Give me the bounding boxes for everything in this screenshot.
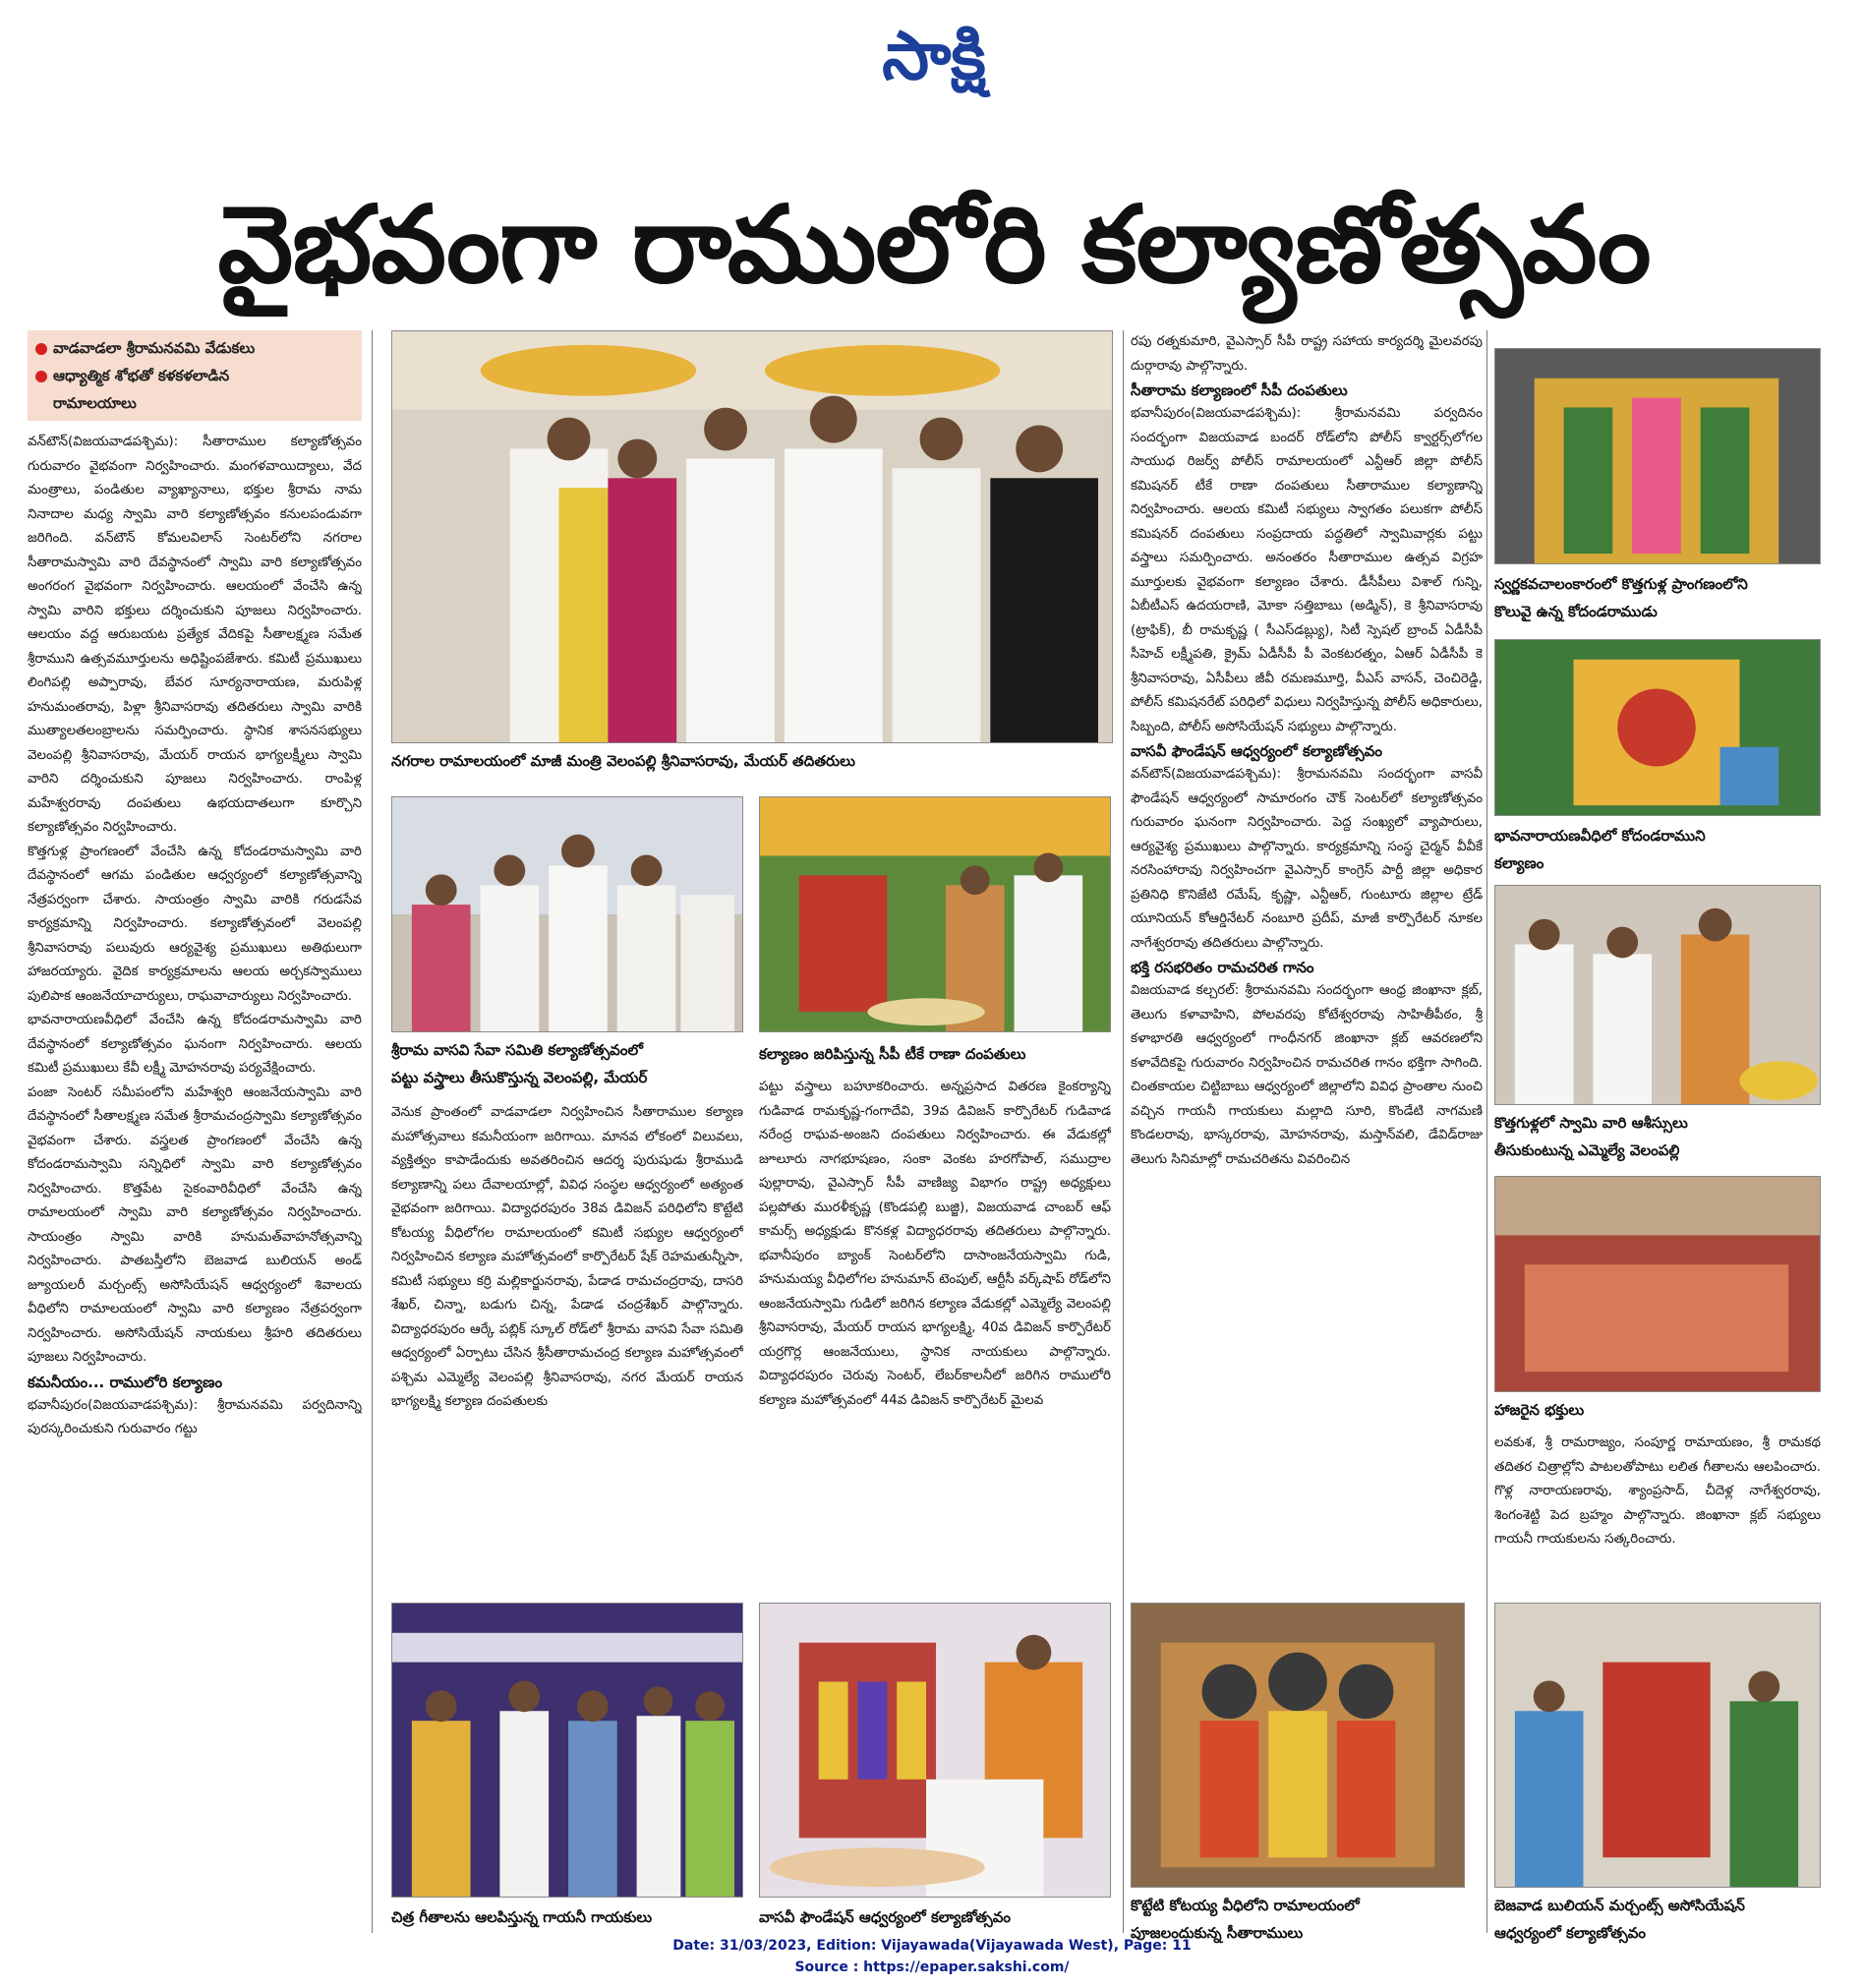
article-column-4 (1494, 1432, 1821, 1579)
subheading: వాసవీ ఫౌండేషన్‌ ఆధ్వర్యంలో కల్యాణోత్సవం (1131, 742, 1382, 760)
subheading: కమనీయం... రాములోరి కల్యాణం (28, 1373, 223, 1391)
article-paragraph: కొత్తగుళ్ల ప్రాంగణంలో వేంచేసి ఉన్న కోదండరామస్వామి వారి దేవస్థానంలో ఆగమ పండితుల ఆధ్వర్యంలో కల్యాణోత్సవాన్ని నేత్రపర్వంగా చేశారు. సాయంత్రం స్వామి వారికి గరుడసేవ కార్యక్రమాన్ని నిర్వహించారు. కల్యాణోత్సవంలో వెలంపల్లి శ్రీనివాసరావు పలువురు ఆర్యవైశ్య ప్రముఖులు అతిథులుగా హాజరయ్యారు. వైదిక కార్యక్రమాలను ఆలయ అర్చకస్వాములు పులిపాక ఆంజనేయాచార్యులు, రాఘవాచార్యులు నిర్వహించారు. (28, 844, 362, 1004)
caption-line: ఆధ్వర్యంలో కల్యాణోత్సవం (1494, 1924, 1647, 1942)
article-paragraph: రపు రత్నకుమారి, వైఎస్సార్‌ సీపీ రాష్ట్ర సహాయ కార్యదర్శి మైలవరపు దుర్గారావు పాల్గొన్నారు. (1131, 334, 1483, 374)
article-paragraph: భవానీపురం(విజయవాడపశ్చిమ): శ్రీరామనవమి పర్వదినాన్ని పురస్కరించుకుని గురువారం గట్టు (28, 1397, 362, 1436)
caption-line: కొట్టేటి కోటయ్య వీధిలోని రామాలయంలో (1131, 1897, 1360, 1914)
caption-vasavi-samiti (391, 1036, 743, 1091)
article-paragraph: పంజా సెంటర్‌ సమీపంలోని మహేశ్వరి ఆంజనేయస్వామి వారి దేవస్థానంలో సీతాలక్ష్మణ సమేత శ్రీరామచంద్రస్వామి కల్యాణోత్సవం వైభవంగా చేశారు. వస్త్రలత ప్రాంగణంలో వేంచేసి ఉన్న కోదండరామస్వామి సన్నిధిలో స్వామి వారి కల్యాణోత్సవం నిర్వహించారు. కొత్తపేట సైకంవారివీధిలో వేంచేసి ఉన్న రామాలయంలో స్వామి వారి కల్యాణోత్సవం నిర్వహించారు. సాయంత్రం స్వామి వారికి హనుమత్‌వాహనోత్సవాన్ని నిర్వహించారు. పాతబస్తీలోని బెజవాడ బులియన్‌ అండ్‌ జ్యూయలరీ మర్చంట్స్‌ అసోసియేషన్‌ ఆధ్వర్యంలో శివాలయ వీధిలోని రామాలయంలో స్వామి వారి కల్యాణం నేత్రపర్వంగా నిర్వహించారు. అసోసియేషన్‌ నాయకులు శ్రీహరి తదితరులు పూజలు నిర్వహించారు. (28, 1084, 362, 1365)
caption-line: తీసుకుంటున్న ఎమ్మెల్యే వెలంపల్లి (1494, 1141, 1680, 1159)
photo-kodandarama-gold (1494, 348, 1821, 564)
highlights-box (28, 330, 362, 421)
subheading: భక్తి రసభరితం రామచరిత గానం (1131, 959, 1314, 976)
article-paragraph: వన్‌టౌన్‌(విజయవాడపశ్చిమ): శ్రీరామనవమి సందర్భంగా వాసవీ ఫౌండేషన్‌ ఆధ్వర్యంలో సామారంగం చౌక్‌ సెంటర్‌లో కల్యాణోత్సవం గురువారం ఘనంగా నిర్వహించారు. పెద్ద సంఖ్యలో వ్యాపారులు, ఆర్యవైశ్య ప్రముఖులు పాల్గొన్నారు. కార్యక్రమాన్ని సంస్థ చైర్మన్‌ వీవీకే నరసింహారావు నిర్వహించగా వైఎస్సార్‌ కాంగ్రెస్‌ పార్టీ జిల్లా అధికార ప్రతినిధి కొనిజేటి రమేష్‌, కృష్ణా, ఎన్టీఆర్‌, గుంటూరు జిల్లాల ట్రేడ్‌ యూనియన్‌ కోఆర్డినేటర్‌ నంబూరి ప్రదీప్‌, మాజీ కార్పొరేటర్‌ నూకల నాగేశ్వరరావు తదితరులు పాల్గొన్నారు. (1131, 767, 1483, 951)
caption-line: శ్రీరామ వాసవి సేవా సమితి కల్యాణోత్సవంలో (391, 1041, 643, 1059)
edition-footer (0, 1935, 1864, 1978)
caption-kodandarama-gold (1494, 570, 1821, 625)
subheading: సీతారామ కల్యాణంలో సీపీ దంపతులు (1131, 381, 1348, 399)
article-paragraph: భావనారాయణవీధిలో వేంచేసి ఉన్న కోదండరామస్వామి వారి దేవస్థానంలో కల్యాణోత్సవం ఘనంగా నిర్వహించారు. ఆలయ కమిటీ ప్రముఖులు కేవీ లక్ష్మీ మోహనరావు పర్యవేక్షించారు. (28, 1013, 362, 1076)
caption-line: కల్యాణం (1494, 854, 1544, 872)
article-paragraph: పట్టు వస్త్రాలు బహూకరించారు. అన్నప్రసాద వితరణ కైంకర్యాన్ని గుడివాడ రామకృష్ణ-గంగాదేవి, 39వ డివిజన్‌ కార్పొరేటర్‌ గుడివాడ నరేంద్ర రాఘవ-అంజని దంపతులు నిర్వహించారు. ఈ వేడుకల్లో జూలూరు నాగభూషణం, సంకా వెంకట హరగోపాల్‌, సముద్రాల పుల్లారావు, వైఎస్సార్‌ సీపీ వాణిజ్య విభాగం రాష్ట్ర అధ్యక్షులు పల్లపోతు మురళీకృష్ణ (కొండపల్లి బుజ్జి), విజయవాడ చాంబర్‌ ఆఫ్‌ కామర్స్‌ అధ్యక్షుడు కొనకళ్ల విద్యాధరరావు తదితరులు పాల్గొన్నారు. భవానీపురం బ్యాంక్‌ సెంటర్‌లోని దాసాంజనేయస్వామి గుడి, హనుమయ్య వీధిలోగల హనుమాన్‌ టెంపుల్‌, ఆర్టీసీ వర్క్‌షాప్‌ రోడ్‌లోని ఆంజనేయస్వామి గుడిలో జరిగిన కల్యాణ వేడుకల్లో ఎమ్మెల్యే వెలంపల్లి శ్రీనివాసరావు, మేయర్‌ రాయన భాగ్యలక్ష్మి, 40వ డివిజన్‌ కార్పొరేటర్‌ యర్రగొర్ల ఆంజనేయులు, స్థానిక నాయకులు పాల్గొన్నారు. విద్యాధరపురం చెరువు సెంటర్‌, లేబర్‌కాలనీలో జరిగిన రాములోరి కల్యాణ మహోత్సవంలో 44వ డివిజన్‌ కార్పొరేటర్‌ మైలవ (759, 1080, 1111, 1408)
caption-line: స్వర్ణకవచాలంకారంలో కొత్తగుళ్ల ప్రాంగణంలోని (1494, 575, 1748, 593)
article-column-3 (1131, 330, 1483, 1396)
article-column-1 (28, 431, 362, 1935)
caption-bhavanarayana (1494, 822, 1821, 877)
caption-line: కొత్తగుళ్లలో స్వామి వారి ఆశీస్సులు (1494, 1114, 1688, 1132)
caption-line: కొలువై ఉన్న కోదండరాముడు (1494, 603, 1658, 620)
caption-singers: చిత్ర గీతాలను ఆలపిస్తున్న గాయనీ గాయకులు (391, 1908, 653, 1926)
caption-cp-rana: కల్యాణం జరిపిస్తున్న సీపీ టీకే రాణా దంపతులు (759, 1045, 1026, 1063)
article-paragraph: విజయవాడ కల్చరల్‌: శ్రీరామనవమి సందర్భంగా ఆంధ్ర జింఖానా క్లబ్‌, తెలుగు కళావాహిని, పోలవరపు కోటేశ్వరరావు సాహితీపీఠం, శ్రీ కళాభారతి ఆధ్వర్యంలో గాంధీనగర్‌ జింఖానా క్లబ్‌ ఆవరణలోని కళావేదికపై గురువారం నిర్వహించిన రామచరిత గానం భక్తిగా సాగింది. చింతకాయల చిట్టిబాబు ఆధ్వర్యంలో జిల్లాలోని వివిధ ప్రాంతాల నుంచి వచ్చిన గాయనీ గాయకులు మల్లాది సూరి, కొండేటి నాగమణి కొండలరావు, భాస్కరరావు, మోహనరావు, మస్తాన్‌వలి, డేవిడ్‌రాజు తెలుగు సినిమాల్లో రామచరితను వివరించిన (1131, 983, 1483, 1167)
photo-vasavi-foundation (759, 1603, 1111, 1898)
photo-kotayya-street (1131, 1603, 1465, 1888)
caption-line: భావనారాయణవీధిలో కోదండరాముని (1494, 827, 1706, 845)
photo-main-group (391, 330, 1113, 743)
bullet-dot-icon (35, 371, 47, 382)
article-column-2b (759, 1076, 1111, 1593)
photo-singers (391, 1603, 743, 1898)
photo-devotees (1494, 1176, 1821, 1392)
column-divider (1486, 330, 1487, 1933)
article-paragraph: లవకుశ, శ్రీ రామరాజ్యం, సంపూర్ణ రామాయణం, శ్రీ రామకథ తదితర చిత్రాల్లోని పాటలతోపాటు లలిత గీతాలను ఆలపించారు. గొళ్ల నారాయణరావు, శ్యాంప్రసాద్‌, చీదెళ్ల నాగేశ్వరరావు, శింగంశెట్టి పెద బ్రహ్మం పాల్గొన్నారు. జింఖానా క్లబ్‌ సభ్యులు గాయనీ గాయకులను సత్కరించారు. (1494, 1435, 1821, 1547)
caption-main: నగరాల రామాలయంలో మాజీ మంత్రి వెలంపల్లి శ్రీనివాసరావు, మేయర్‌ తదితరులు (391, 752, 855, 770)
column-divider (1123, 330, 1124, 1933)
caption-vasavi-foundation: వాసవీ ఫౌండేషన్‌ ఆధ్వర్యంలో కల్యాణోత్సవం (759, 1908, 1011, 1926)
caption-line: బెజవాడ బులియన్‌ మర్చంట్స్‌ అసోసియేషన్‌ (1494, 1897, 1745, 1914)
article-column-2a (391, 1101, 743, 1593)
photo-bullion-association (1494, 1603, 1821, 1888)
headline: వైభవంగా రాములోరి కల్యాణోత్సవం (217, 184, 1651, 307)
caption-line: పట్టు వస్త్రాలు తీసుకొస్తున్న వెలంపల్లి, మేయర్‌ (391, 1069, 648, 1086)
highlight-2: ఆధ్యాత్మిక శోభతో కళకళలాడిన (35, 362, 354, 389)
bullet-dot-icon (35, 343, 47, 355)
caption-mla-blessings (1494, 1109, 1821, 1164)
article-paragraph: వన్‌టౌన్‌(విజయవాడపశ్చిమ): సీతారాముల కల్యాణోత్సవం గురువారం వైభవంగా నిర్వహించారు. మంగళవాయిద్యాలు, వేద మంత్రాలు, పండితుల వ్యాఖ్యానాలు, భక్తుల శ్రీరామ నామ నినాదాల మధ్య స్వామి వారి కల్యాణోత్సవం కనులపండువగా జరిగింది. వన్‌టౌన్‌ కోమలవిలాస్‌ సెంటర్‌లోని నగరాల సీతారామస్వామి వారి దేవస్థానంలో స్వామి వారి కల్యాణోత్సవం అంగరంగ వైభవంగా నిర్వహించారు. ఆలయంలో వేంచేసి ఉన్న స్వామి వారిని భక్తులు దర్శించుకుని పూజలు నిర్వహించారు. ఆలయం వద్ద ఆరుబయట ప్రత్యేక వేదికపై సీతాలక్ష్మణ సమేత శ్రీరాముని ఉత్సవమూర్తులను అధిష్టింపజేశారు. కమిటీ ప్రముఖులు లింగిపల్లి అప్పారావు, బేవర సూర్యనారాయణ, మరుపిళ్ల హనుమంతరావు, పిళ్లా శ్రీనివాసరావు తదితరులు స్వామి వారికి ముత్యాలతలంబ్రాలను సమర్పించారు. స్థానిక శాసనసభ్యులు వెలంపల్లి శ్రీనివాసరావు, మేయర్‌ రాయన భాగ్యలక్ష్మీలు స్వామి వారిని దర్శించుకుని పూజలు నిర్వహించారు. రాంపిళ్ల మహేశ్వరరావు దంపతులు ఉభయదాతలుగా కూర్చొని కల్యాణోత్సవం నిర్వహించారు. (28, 435, 362, 835)
photo-mla-blessings (1494, 885, 1821, 1105)
photo-cp-rana (759, 796, 1111, 1032)
column-divider (372, 330, 373, 1933)
edition-info: Date: 31/03/2023, Edition: Vijayawada(Vijayawada West), Page: 11 (672, 1938, 1192, 1954)
highlight-2-cont: రామాలయాలు (53, 394, 137, 412)
article-paragraph: భవానీపురం(విజయవాడపశ్చిమ): శ్రీరామనవమి పర్వదినం సందర్భంగా విజయవాడ బందర్‌ రోడ్‌లోని పోలీస్‌ క్వార్టర్స్‌లోగల సాయుధ రిజర్వ్‌ పోలీస్‌ రామాలయంలో ఎన్టీఆర్‌ జిల్లా పోలీస్‌ కమిషనర్‌ టీకే రాణా దంపతులు సీతారాముల కల్యాణాన్ని నిర్వహించారు. ఆలయ కమిటీ సభ్యులు స్వాగతం పలుకగా పోలీస్‌ కమిషనర్‌ దంపతులు సంప్రదాయ పద్ధతిలో స్వామివార్లకు పట్టు వస్త్రాలు సమర్పించారు. అనంతరం సీతారాముల ఉత్సవ విగ్రహ మూర్తులకు వైభవంగా కల్యాణం చేశారు. డీసీపీలు విశాల్‌ గున్ని, ఏబీటీఎస్‌ ఉదయరాణి, మోకా సత్తిబాబు (అడ్మిన్‌), కె శ్రీనివాసరావు (ట్రాఫిక్‌), బీ రామకృష్ణ ( సీఎస్‌డబ్ల్యు), సిటీ స్పెషల్‌ బ్రాంచ్‌ ఏడీసీపీ సీహెచ్‌ లక్ష్మీపతి, క్రైమ్‌ ఏడీసీపీ పీ వెంకటరత్నం, ఏఆర్‌ ఏడీసీపీ కె శ్రీనివాసరావు, ఏసీపీలు జీవీ రమణమూర్తి, వీఎస్‌ వాసన్‌, చెంచిరెడ్డి, పోలీస్‌ కమిషనరేట్‌ పరిధిలో విధులు నిర్వహిస్తున్న పోలీస్‌ అధికారులు, సిబ్బంది, పోలీస్‌ అసోసియేషన్‌ సభ్యులు పాల్గొన్నారు. (1131, 406, 1483, 734)
source-link[interactable]: Source : https://epaper.sakshi.com/ (794, 1959, 1070, 1975)
caption-line: పూజలందుకున్న సీతారాములు (1131, 1924, 1304, 1942)
highlight-1: వాడవాడలా శ్రీరామనవమి వేడుకలు (35, 334, 354, 362)
caption-devotees: హాజరైన భక్తులు (1494, 1401, 1585, 1419)
photo-bhavanarayana (1494, 639, 1821, 816)
article-paragraph: వెనుక ప్రాంతంలో వాడవాడలా నిర్వహించిన సీతారాముల కల్యాణ మహోత్సవాలు కమనీయంగా జరిగాయి. మానవ లోకంలో విలువలు, వ్యక్తిత్వం కాపాడేందుకు అవతరించిన ఆదర్శ పురుషుడు శ్రీరాముడి కల్యాణాన్ని పలు దేవాలయాల్లో, వివిధ సంస్థల ఆధ్వర్యంలో అత్యంత వైభవంగా జరిగాయి. విద్యాధరపురం 38వ డివిజన్‌ పరిధిలోని కొట్టేటి కోటయ్య వీధిలోగల రామాలయంలో కమిటీ సభ్యుల ఆధ్వర్యంలో నిర్వహించిన కల్యాణ మహోత్సవంలో కార్పొరేటర్‌ షేక్‌ రెహమతున్నీసా, కమిటీ సభ్యులు కర్రి మల్లికార్జునరావు, పేడాడ రామచంద్రరావు, దాసరి శేఖర్‌, చిన్నా, బడుగు చిన్న, పేడాడ చంద్రశేఖర్‌ పాల్గొన్నారు. విద్యాధరపురం ఆర్కే పబ్లిక్‌ స్కూల్‌ రోడ్‌లో శ్రీరామ వాసవి సేవా సమితి ఆధ్వర్యంలో ఏర్పాటు చేసిన శ్రీసీతారామచంద్ర కల్యాణ మహోత్సవంలో పశ్చిమ ఎమ్మెల్యే వెలంపల్లి శ్రీనివాసరావు, నగర మేయర్‌ రాయన భాగ్యలక్ష్మి కల్యాణ దంపతులకు (391, 1105, 743, 1409)
sakshi-logo: సాక్షి (882, 18, 986, 95)
photo-vasavi-samiti (391, 796, 743, 1032)
